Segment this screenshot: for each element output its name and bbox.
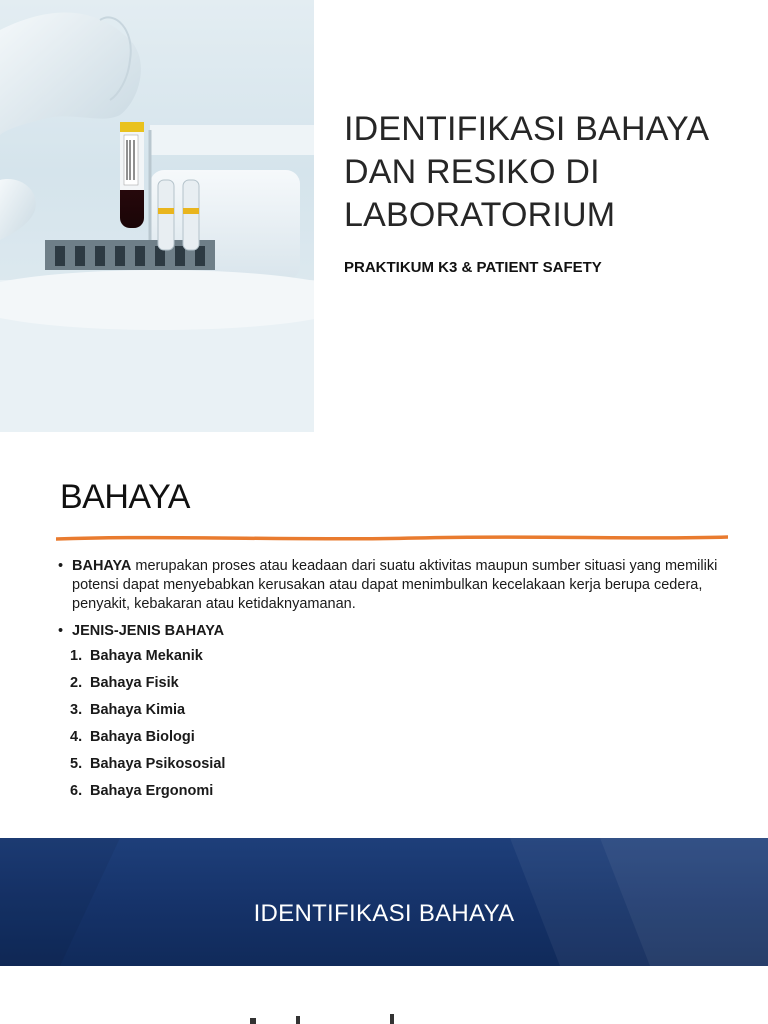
- list-item: [58, 724, 718, 751]
- slide-bahaya: [0, 432, 768, 838]
- definition-text: merupakan proses atau keadaan dari suatu aktivitas maupun sumber situasi yang memiliki potensi dapat menyebabkan kerusakan atau dapat menimbulkan kecelakaan kerja berupa cedera, penyakit, kebakaran atau ketidaknyamanan.: [72, 558, 718, 612]
- bahaya-heading: BAHAYA: [60, 478, 190, 516]
- list-item: [58, 697, 718, 724]
- list-number: 1.: [70, 648, 83, 664]
- types-bullet: [58, 622, 718, 641]
- title-slide-heading: [344, 108, 744, 237]
- list-number: 6.: [70, 783, 83, 799]
- slide-next-partial: [0, 966, 768, 1024]
- identifikasi-heading: IDENTIFIKASI BAHAYA: [253, 900, 515, 927]
- list-label: Bahaya Psikososial: [90, 756, 226, 772]
- list-item: [58, 643, 718, 670]
- hazard-types-list: [58, 643, 718, 805]
- types-heading: JENIS-JENIS BAHAYA: [72, 623, 225, 639]
- list-number: 2.: [70, 675, 83, 691]
- lab-photo: [0, 0, 314, 432]
- list-number: 4.: [70, 729, 83, 745]
- list-label: Bahaya Biologi: [90, 729, 195, 745]
- bullet-dot: •: [58, 623, 64, 639]
- definition-bullet: [58, 557, 718, 614]
- title-line-3: LABORATORIUM: [344, 196, 616, 234]
- list-item: [58, 670, 718, 697]
- list-label: Bahaya Kimia: [90, 702, 186, 718]
- partial-text-glyphs: [0, 966, 768, 1024]
- bahaya-content: [58, 557, 718, 805]
- title-line-1: IDENTIFIKASI BAHAYA: [344, 110, 710, 148]
- list-number: 3.: [70, 702, 83, 718]
- list-item: [58, 751, 718, 778]
- list-label: Bahaya Fisik: [90, 675, 179, 691]
- title-line-2: DAN RESIKO DI: [344, 153, 600, 191]
- orange-divider: [56, 530, 728, 546]
- slide-title: [0, 0, 768, 432]
- list-item: [58, 778, 718, 805]
- bullet-dot: •: [58, 558, 64, 574]
- slide-identifikasi: [0, 838, 768, 966]
- lab-photo-illustration: [0, 0, 314, 432]
- title-slide-subtitle: PRAKTIKUM K3 & PATIENT SAFETY: [344, 259, 602, 276]
- list-label: Bahaya Mekanik: [90, 648, 203, 664]
- definition-term: BAHAYA: [72, 558, 132, 574]
- list-number: 5.: [70, 756, 83, 772]
- list-label: Bahaya Ergonomi: [90, 783, 214, 799]
